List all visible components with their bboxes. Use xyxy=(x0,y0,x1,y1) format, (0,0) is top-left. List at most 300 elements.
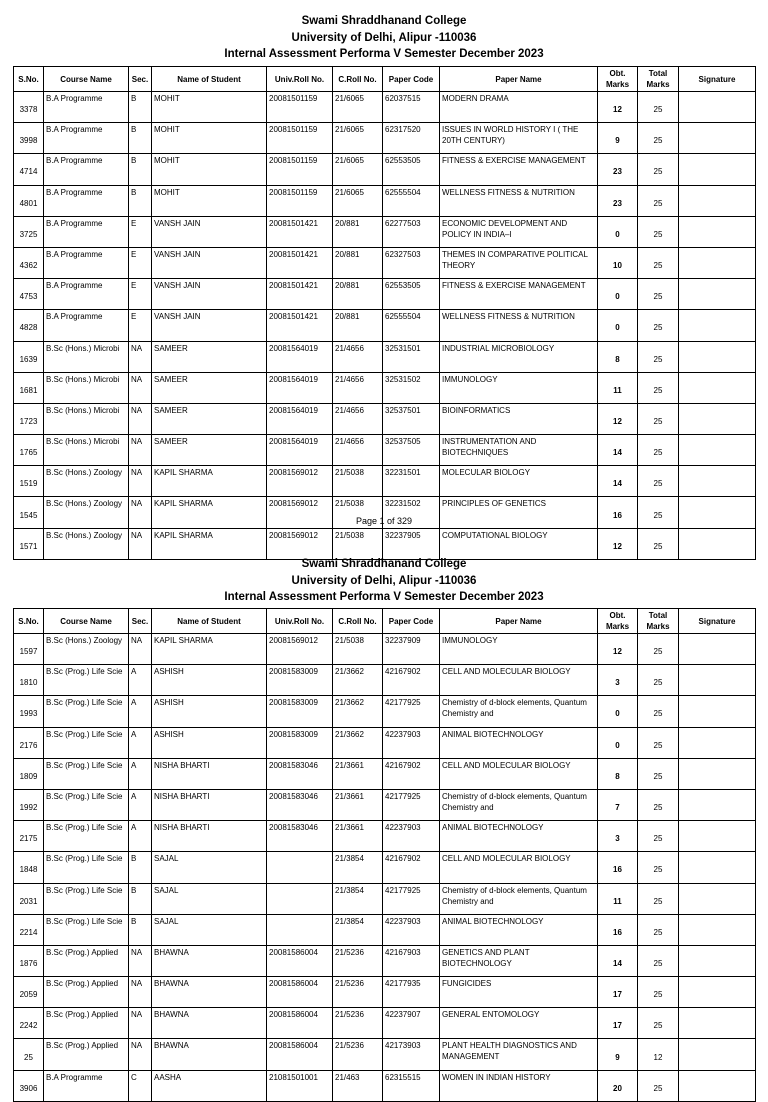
cell-course-name: B.Sc (Prog.) Life Scie xyxy=(44,696,129,727)
cell-univ-roll-no: 20081501159 xyxy=(267,154,333,185)
cell-student-name: NISHA BHARTI xyxy=(152,758,267,789)
cell-total-marks: 25 xyxy=(638,497,679,528)
table-row xyxy=(14,1008,756,1039)
cell-sno: 1992 xyxy=(14,789,44,820)
table-row xyxy=(14,634,756,665)
cell-sno: 1639 xyxy=(14,341,44,372)
assessment-table xyxy=(13,66,756,560)
cell-course-name: B.A Programme xyxy=(44,247,129,278)
cell-univ-roll-no: 20081501421 xyxy=(267,279,333,310)
cell-obtained-marks: 16 xyxy=(598,852,638,883)
cell-signature xyxy=(679,634,756,665)
page-number: Page 1 of 329 xyxy=(355,516,413,526)
cell-section: NA xyxy=(129,372,152,403)
table-row xyxy=(14,92,756,123)
cell-obtained-marks: 16 xyxy=(598,914,638,945)
cell-total-marks: 25 xyxy=(638,1008,679,1039)
cell-paper-code: 32537501 xyxy=(383,403,440,434)
cell-section: E xyxy=(129,247,152,278)
cell-obtained-marks: 11 xyxy=(598,883,638,914)
cell-course-name: B.Sc (Prog.) Applied xyxy=(44,977,129,1008)
cell-student-name: BHAWNA xyxy=(152,977,267,1008)
cell-paper-name: GENETICS AND PLANT BIOTECHNOLOGY xyxy=(440,945,598,976)
cell-college-roll-no: 21/5038 xyxy=(333,497,383,528)
cell-obtained-marks: 16 xyxy=(598,497,638,528)
cell-college-roll-no: 21/3662 xyxy=(333,727,383,758)
cell-univ-roll-no: 20081583046 xyxy=(267,789,333,820)
cell-paper-code: 62555504 xyxy=(383,185,440,216)
cell-signature xyxy=(679,403,756,434)
cell-sno: 2176 xyxy=(14,727,44,758)
cell-total-marks: 25 xyxy=(638,821,679,852)
cell-signature xyxy=(679,977,756,1008)
cell-obtained-marks: 3 xyxy=(598,821,638,852)
cell-paper-name: THEMES IN COMPARATIVE POLITICAL THEORY xyxy=(440,247,598,278)
cell-paper-name: WELLNESS FITNESS & NUTRITION xyxy=(440,185,598,216)
cell-obtained-marks: 0 xyxy=(598,696,638,727)
cell-section: B xyxy=(129,154,152,185)
cell-student-name: NISHA BHARTI xyxy=(152,789,267,820)
column-header-sno: S.No. xyxy=(14,609,44,634)
cell-signature xyxy=(679,696,756,727)
column-header-univ-roll-no: Univ.Roll No. xyxy=(267,67,333,92)
column-header-college-roll-no: C.Roll No. xyxy=(333,67,383,92)
cell-paper-name: COMPUTATIONAL BIOLOGY xyxy=(440,528,598,559)
cell-signature xyxy=(679,279,756,310)
cell-signature xyxy=(679,727,756,758)
cell-college-roll-no: 21/3661 xyxy=(333,789,383,820)
cell-signature xyxy=(679,758,756,789)
cell-sno: 1723 xyxy=(14,403,44,434)
cell-student-name: VANSH JAIN xyxy=(152,247,267,278)
cell-college-roll-no: 21/5038 xyxy=(333,634,383,665)
cell-total-marks: 25 xyxy=(638,435,679,466)
cell-total-marks: 25 xyxy=(638,789,679,820)
cell-course-name: B.A Programme xyxy=(44,154,129,185)
cell-section: NA xyxy=(129,497,152,528)
cell-section: E xyxy=(129,216,152,247)
cell-signature xyxy=(679,185,756,216)
table-row xyxy=(14,403,756,434)
cell-paper-code: 62553505 xyxy=(383,154,440,185)
cell-obtained-marks: 9 xyxy=(598,1039,638,1070)
cell-paper-name: ANIMAL BIOTECHNOLOGY xyxy=(440,914,598,945)
cell-paper-code: 42237903 xyxy=(383,821,440,852)
cell-course-name: B.A Programme xyxy=(44,216,129,247)
cell-student-name: BHAWNA xyxy=(152,1039,267,1070)
cell-total-marks: 25 xyxy=(638,372,679,403)
cell-college-roll-no: 21/5236 xyxy=(333,1008,383,1039)
cell-total-marks: 25 xyxy=(638,185,679,216)
college-name: Swami Shraddhanand College xyxy=(301,15,467,27)
cell-paper-code: 32237905 xyxy=(383,528,440,559)
cell-obtained-marks: 8 xyxy=(598,758,638,789)
cell-student-name: MOHIT xyxy=(152,92,267,123)
cell-univ-roll-no: 20081501159 xyxy=(267,185,333,216)
cell-obtained-marks: 9 xyxy=(598,123,638,154)
cell-section: C xyxy=(129,1070,152,1101)
table-body xyxy=(14,92,756,560)
table-row xyxy=(14,247,756,278)
cell-student-name: SAMEER xyxy=(152,435,267,466)
column-header-signature: Signature xyxy=(679,609,756,634)
cell-paper-name: FUNGICIDES xyxy=(440,977,598,1008)
cell-paper-name: MODERN DRAMA xyxy=(440,92,598,123)
cell-obtained-marks: 12 xyxy=(598,403,638,434)
cell-student-name: BHAWNA xyxy=(152,945,267,976)
cell-paper-name: BIOINFORMATICS xyxy=(440,403,598,434)
cell-paper-name: Chemistry of d-block elements, Quantum Chemistry and xyxy=(440,883,598,914)
cell-course-name: B.Sc (Prog.) Life Scie xyxy=(44,883,129,914)
cell-student-name: MOHIT xyxy=(152,154,267,185)
cell-signature xyxy=(679,123,756,154)
column-header-paper-name: Paper Name xyxy=(440,67,598,92)
cell-student-name: ASHISH xyxy=(152,727,267,758)
cell-signature xyxy=(679,852,756,883)
cell-paper-code: 32237909 xyxy=(383,634,440,665)
column-header-paper-name: Paper Name xyxy=(440,609,598,634)
cell-course-name: B.Sc (Prog.) Life Scie xyxy=(44,758,129,789)
cell-paper-name: Chemistry of d-block elements, Quantum Chemistry and xyxy=(440,696,598,727)
cell-univ-roll-no: 20081501421 xyxy=(267,310,333,341)
cell-section: NA xyxy=(129,634,152,665)
cell-total-marks: 25 xyxy=(638,665,679,696)
cell-paper-name: INDUSTRIAL MICROBIOLOGY xyxy=(440,341,598,372)
cell-section: A xyxy=(129,758,152,789)
cell-college-roll-no: 20/881 xyxy=(333,247,383,278)
cell-univ-roll-no: 20081564019 xyxy=(267,403,333,434)
cell-paper-code: 42237903 xyxy=(383,727,440,758)
cell-paper-code: 32531501 xyxy=(383,341,440,372)
table-row xyxy=(14,852,756,883)
cell-sno: 1571 xyxy=(14,528,44,559)
cell-section: A xyxy=(129,665,152,696)
cell-college-roll-no: 21/6065 xyxy=(333,185,383,216)
cell-signature xyxy=(679,372,756,403)
cell-student-name: SAJAL xyxy=(152,852,267,883)
cell-total-marks: 25 xyxy=(638,1070,679,1101)
cell-sno: 1810 xyxy=(14,665,44,696)
table-row xyxy=(14,435,756,466)
cell-signature xyxy=(679,435,756,466)
cell-obtained-marks: 0 xyxy=(598,279,638,310)
cell-paper-code: 42167902 xyxy=(383,758,440,789)
cell-univ-roll-no: 20081501421 xyxy=(267,247,333,278)
cell-college-roll-no: 20/881 xyxy=(333,310,383,341)
cell-student-name: MOHIT xyxy=(152,185,267,216)
cell-college-roll-no: 21/4656 xyxy=(333,341,383,372)
cell-total-marks: 25 xyxy=(638,727,679,758)
cell-univ-roll-no: 20081586004 xyxy=(267,945,333,976)
cell-sno: 3378 xyxy=(14,92,44,123)
column-header-college-roll-no: C.Roll No. xyxy=(333,609,383,634)
cell-paper-name: ANIMAL BIOTECHNOLOGY xyxy=(440,727,598,758)
cell-paper-code: 42237903 xyxy=(383,914,440,945)
cell-univ-roll-no: 20081569012 xyxy=(267,528,333,559)
table-row xyxy=(14,914,756,945)
cell-sno: 4362 xyxy=(14,247,44,278)
cell-total-marks: 25 xyxy=(638,341,679,372)
cell-paper-code: 62553505 xyxy=(383,279,440,310)
cell-section: B xyxy=(129,123,152,154)
cell-paper-code: 42167903 xyxy=(383,945,440,976)
cell-paper-name: PRINCIPLES OF GENETICS xyxy=(440,497,598,528)
cell-paper-code: 42237907 xyxy=(383,1008,440,1039)
cell-obtained-marks: 0 xyxy=(598,216,638,247)
cell-univ-roll-no: 20081583046 xyxy=(267,821,333,852)
cell-total-marks: 25 xyxy=(638,696,679,727)
cell-section: B xyxy=(129,92,152,123)
cell-paper-code: 42177935 xyxy=(383,977,440,1008)
cell-section: A xyxy=(129,727,152,758)
cell-obtained-marks: 14 xyxy=(598,945,638,976)
cell-obtained-marks: 14 xyxy=(598,435,638,466)
cell-univ-roll-no: 20081583046 xyxy=(267,758,333,789)
cell-college-roll-no: 21/5236 xyxy=(333,945,383,976)
cell-sno: 2214 xyxy=(14,914,44,945)
column-header-section: Sec. xyxy=(129,609,152,634)
table-row xyxy=(14,341,756,372)
university-address: University of Delhi, Alipur -110036 xyxy=(291,574,477,587)
cell-signature xyxy=(679,1070,756,1101)
cell-section: NA xyxy=(129,403,152,434)
cell-sno: 4828 xyxy=(14,310,44,341)
cell-section: NA xyxy=(129,977,152,1008)
table-row xyxy=(14,945,756,976)
document-header xyxy=(0,543,768,606)
college-name: Swami Shraddhanand College xyxy=(301,558,467,570)
page-2 xyxy=(0,543,768,1093)
cell-paper-code: 32231501 xyxy=(383,466,440,497)
cell-course-name: B.Sc (Prog.) Applied xyxy=(44,1008,129,1039)
column-header-obtained-marks: Obt. Marks xyxy=(598,67,638,92)
cell-student-name: SAJAL xyxy=(152,914,267,945)
cell-paper-name: PLANT HEALTH DIAGNOSTICS AND MANAGEMENT xyxy=(440,1039,598,1070)
cell-college-roll-no: 21/4656 xyxy=(333,435,383,466)
cell-total-marks: 25 xyxy=(638,279,679,310)
cell-signature xyxy=(679,341,756,372)
cell-sno: 1519 xyxy=(14,466,44,497)
cell-course-name: B.Sc (Prog.) Applied xyxy=(44,945,129,976)
cell-student-name: KAPIL SHARMA xyxy=(152,528,267,559)
column-header-total-marks: Total Marks xyxy=(638,609,679,634)
cell-signature xyxy=(679,821,756,852)
cell-student-name: SAJAL xyxy=(152,883,267,914)
cell-course-name: B.Sc (Hons.) Microbi xyxy=(44,435,129,466)
cell-course-name: B.A Programme xyxy=(44,310,129,341)
cell-signature xyxy=(679,154,756,185)
column-header-univ-roll-no: Univ.Roll No. xyxy=(267,609,333,634)
column-header-course-name: Course Name xyxy=(44,609,129,634)
table-row xyxy=(14,372,756,403)
cell-paper-code: 62317520 xyxy=(383,123,440,154)
cell-college-roll-no: 21/4656 xyxy=(333,372,383,403)
cell-student-name: VANSH JAIN xyxy=(152,216,267,247)
cell-course-name: B.A Programme xyxy=(44,279,129,310)
cell-obtained-marks: 23 xyxy=(598,185,638,216)
cell-section: B xyxy=(129,852,152,883)
column-header-student-name: Name of Student xyxy=(152,609,267,634)
cell-univ-roll-no: 20081583009 xyxy=(267,665,333,696)
cell-paper-name: MOLECULAR BIOLOGY xyxy=(440,466,598,497)
cell-student-name: VANSH JAIN xyxy=(152,279,267,310)
cell-sno: 1597 xyxy=(14,634,44,665)
cell-section: NA xyxy=(129,528,152,559)
cell-college-roll-no: 21/5236 xyxy=(333,1039,383,1070)
table-row xyxy=(14,466,756,497)
cell-univ-roll-no: 20081501421 xyxy=(267,216,333,247)
table-row xyxy=(14,216,756,247)
table-row xyxy=(14,154,756,185)
cell-signature xyxy=(679,883,756,914)
cell-college-roll-no: 21/3661 xyxy=(333,821,383,852)
cell-total-marks: 25 xyxy=(638,466,679,497)
cell-paper-code: 32231502 xyxy=(383,497,440,528)
cell-course-name: B.Sc (Hons.) Zoology xyxy=(44,497,129,528)
cell-univ-roll-no: 20081583009 xyxy=(267,696,333,727)
cell-student-name: ASHISH xyxy=(152,696,267,727)
cell-sno: 2031 xyxy=(14,883,44,914)
cell-obtained-marks: 17 xyxy=(598,1008,638,1039)
cell-course-name: B.Sc (Hons.) Microbi xyxy=(44,372,129,403)
table-row xyxy=(14,310,756,341)
cell-section: A xyxy=(129,789,152,820)
cell-sno: 2175 xyxy=(14,821,44,852)
cell-course-name: B.A Programme xyxy=(44,1070,129,1101)
cell-student-name: ASHISH xyxy=(152,665,267,696)
cell-univ-roll-no: 20081564019 xyxy=(267,372,333,403)
cell-signature xyxy=(679,789,756,820)
document-title: Internal Assessment Performa V Semester December 2023 xyxy=(224,48,544,60)
cell-section: A xyxy=(129,821,152,852)
cell-college-roll-no: 21/5236 xyxy=(333,977,383,1008)
cell-college-roll-no: 21/3854 xyxy=(333,852,383,883)
table-header xyxy=(14,609,756,634)
cell-obtained-marks: 12 xyxy=(598,528,638,559)
cell-signature xyxy=(679,247,756,278)
cell-course-name: B.Sc (Hons.) Zoology xyxy=(44,466,129,497)
cell-total-marks: 25 xyxy=(638,634,679,665)
cell-total-marks: 25 xyxy=(638,883,679,914)
cell-sno: 3906 xyxy=(14,1070,44,1101)
cell-signature xyxy=(679,466,756,497)
table-row xyxy=(14,665,756,696)
cell-sno: 1545 xyxy=(14,497,44,528)
cell-section: B xyxy=(129,914,152,945)
column-header-paper-code: Paper Code xyxy=(383,67,440,92)
cell-obtained-marks: 7 xyxy=(598,789,638,820)
cell-total-marks: 25 xyxy=(638,852,679,883)
cell-college-roll-no: 21/4656 xyxy=(333,403,383,434)
cell-total-marks: 25 xyxy=(638,977,679,1008)
cell-college-roll-no: 20/881 xyxy=(333,216,383,247)
cell-signature xyxy=(679,665,756,696)
table-row xyxy=(14,1039,756,1070)
cell-section: NA xyxy=(129,1039,152,1070)
table-row xyxy=(14,1070,756,1101)
table-row xyxy=(14,727,756,758)
cell-paper-name: FITNESS & EXERCISE MANAGEMENT xyxy=(440,154,598,185)
cell-total-marks: 25 xyxy=(638,528,679,559)
column-header-paper-code: Paper Code xyxy=(383,609,440,634)
cell-college-roll-no: 21/3854 xyxy=(333,914,383,945)
cell-sno: 1765 xyxy=(14,435,44,466)
cell-section: E xyxy=(129,279,152,310)
cell-student-name: KAPIL SHARMA xyxy=(152,497,267,528)
cell-paper-code: 42177925 xyxy=(383,883,440,914)
cell-student-name: KAPIL SHARMA xyxy=(152,634,267,665)
document-header xyxy=(0,0,768,63)
cell-total-marks: 25 xyxy=(638,945,679,976)
cell-section: NA xyxy=(129,945,152,976)
cell-college-roll-no: 21/6065 xyxy=(333,123,383,154)
cell-section: E xyxy=(129,310,152,341)
cell-obtained-marks: 17 xyxy=(598,977,638,1008)
column-header-total-marks: Total Marks xyxy=(638,67,679,92)
cell-student-name: SAMEER xyxy=(152,372,267,403)
cell-section: A xyxy=(129,696,152,727)
cell-total-marks: 25 xyxy=(638,247,679,278)
cell-paper-code: 62327503 xyxy=(383,247,440,278)
cell-paper-name: WELLNESS FITNESS & NUTRITION xyxy=(440,310,598,341)
cell-total-marks: 25 xyxy=(638,310,679,341)
assessment-table xyxy=(13,608,756,1102)
cell-paper-code: 42167902 xyxy=(383,852,440,883)
cell-college-roll-no: 21/3661 xyxy=(333,758,383,789)
cell-section: NA xyxy=(129,341,152,372)
cell-college-roll-no: 21/3854 xyxy=(333,883,383,914)
cell-univ-roll-no: 20081586004 xyxy=(267,1039,333,1070)
cell-signature xyxy=(679,1008,756,1039)
cell-paper-name: Chemistry of d-block elements, Quantum Chemistry and xyxy=(440,789,598,820)
cell-course-name: B.Sc (Prog.) Life Scie xyxy=(44,789,129,820)
cell-sno: 2059 xyxy=(14,977,44,1008)
cell-sno: 1809 xyxy=(14,758,44,789)
table-row xyxy=(14,123,756,154)
cell-total-marks: 25 xyxy=(638,92,679,123)
cell-paper-name: FITNESS & EXERCISE MANAGEMENT xyxy=(440,279,598,310)
cell-paper-code: 42177925 xyxy=(383,789,440,820)
cell-paper-name: INSTRUMENTATION AND BIOTECHNIQUES xyxy=(440,435,598,466)
column-header-sno: S.No. xyxy=(14,67,44,92)
cell-college-roll-no: 21/3662 xyxy=(333,696,383,727)
cell-obtained-marks: 10 xyxy=(598,247,638,278)
cell-course-name: B.Sc (Prog.) Applied xyxy=(44,1039,129,1070)
cell-sno: 4801 xyxy=(14,185,44,216)
cell-college-roll-no: 21/5038 xyxy=(333,466,383,497)
cell-sno: 2242 xyxy=(14,1008,44,1039)
cell-paper-name: CELL AND MOLECULAR BIOLOGY xyxy=(440,758,598,789)
cell-obtained-marks: 12 xyxy=(598,92,638,123)
cell-univ-roll-no: 20081586004 xyxy=(267,1008,333,1039)
cell-signature xyxy=(679,310,756,341)
cell-section: NA xyxy=(129,466,152,497)
cell-total-marks: 25 xyxy=(638,123,679,154)
cell-sno: 25 xyxy=(14,1039,44,1070)
cell-student-name: SAMEER xyxy=(152,341,267,372)
cell-paper-name: CELL AND MOLECULAR BIOLOGY xyxy=(440,852,598,883)
cell-course-name: B.Sc (Prog.) Life Scie xyxy=(44,665,129,696)
table-row xyxy=(14,977,756,1008)
cell-total-marks: 25 xyxy=(638,403,679,434)
table-row xyxy=(14,696,756,727)
cell-course-name: B.Sc (Hons.) Microbi xyxy=(44,341,129,372)
cell-univ-roll-no xyxy=(267,883,333,914)
cell-student-name: NISHA BHARTI xyxy=(152,821,267,852)
cell-obtained-marks: 20 xyxy=(598,1070,638,1101)
cell-paper-name: ANIMAL BIOTECHNOLOGY xyxy=(440,821,598,852)
cell-total-marks: 25 xyxy=(638,154,679,185)
